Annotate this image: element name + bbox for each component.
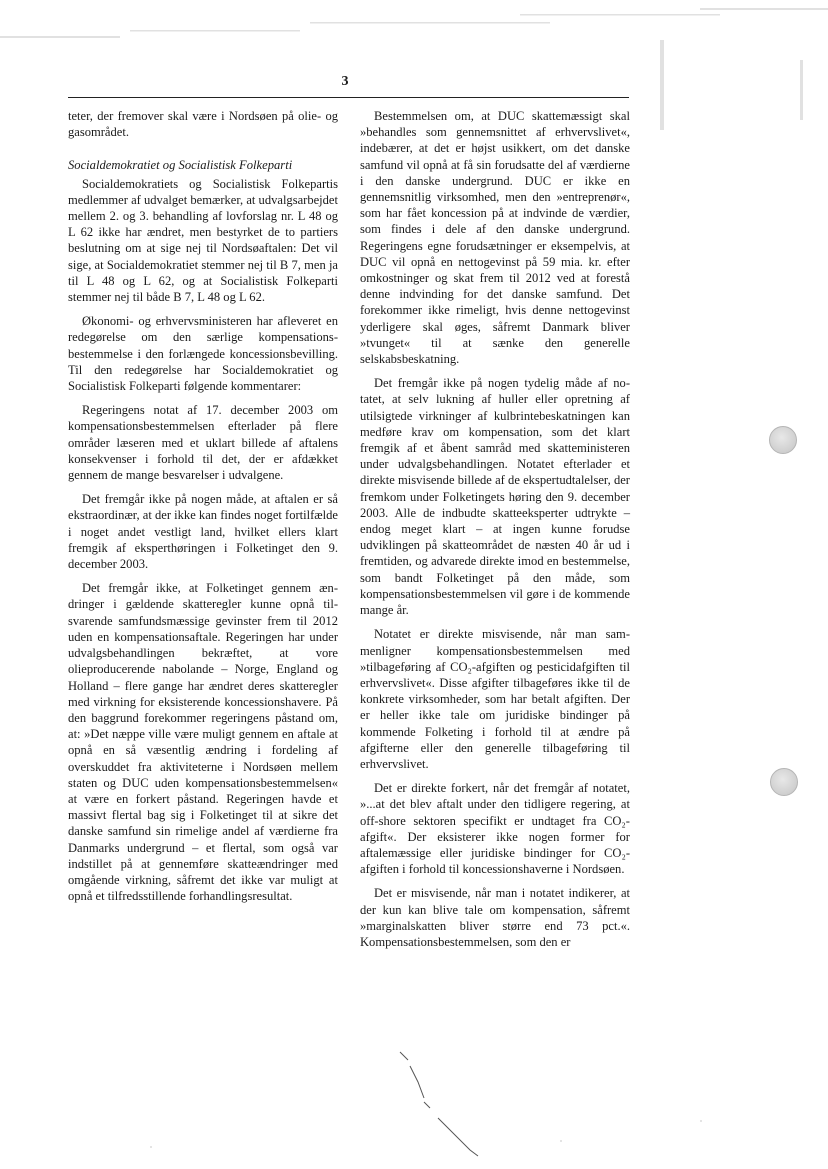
punch-hole bbox=[770, 768, 798, 796]
punch-hole bbox=[769, 426, 797, 454]
paragraph: Bestemmelsen om, at DUC skattemæssigt skal »behandles som gennemsnittet af erhvervslivet«, indebærer, at det er højst usikkert, om det danske samfund vil opnå at få sin forudsatte del af værdierne i den danske undergrund. DUC er ikke en gennemsnitlig virksomhed, men den »entreprenør«, som har fået koncession på at indvinde de værdier, som findes i dele af den danske undergrund. Regeringens egne forudsætninger er eksempelvis, at DUC vil opnå en nettogevinst på 59 mia. kr. efter omkostninger og skat frem til 2012 ved at forestå denne indvinding for det danske samfund. Det forekommer ikke rimeligt, hvis denne nettogevinst yderligere skal øges, såfremt Danmark bliver »tvunget« til at sænke den generelle selskabsbeskatning. bbox=[360, 109, 630, 367]
paragraph: Det er misvisende, når man i notatet indikerer, at der kun kan blive tale om kompensation, såfremt »marginalskatten bliver større end 73 pct.«. Kompensationsbestemmelsen, som den er bbox=[360, 886, 630, 949]
left-column bbox=[68, 108, 338, 912]
paragraph: Det er direkte forkert, når det fremgår af notatet, »...at det blev aftalt under den tidligere regering, at off-shore sektoren specifikt er undtaget fra CO₂-afgift«. Der eksisterer ikke nogen former for aftalemæssige eller juridiske bindinger for CO₂-afgiften i forhold til koncessionshaverne i Nordsøen. bbox=[360, 781, 630, 877]
header-rule bbox=[68, 97, 629, 98]
paragraph: Det fremgår ikke på nogen tydelig måde af notatet, at selv lukning af huller eller opretning af utilsigtede virkninger af kulbrintebeskatningen kan medføre krav om kompensation, som det klart fremgik af et åbent samråd med skatteministeren under udvalgsbehandlingen. Notatet efterlader et direkte misvisende billede af de ekspertudtalelser, der fremkom under Folketingets høring den 9. december 2003. Alle de indbudte skatteeksperter udtrykte – endog meget klart – at ingen kunne forudse udviklingen på skatteområdet de næsten 40 år ud i fremtiden, og advarede direkte imod en bestemmelse, som bandt Folketinget på den måde, som kompensationsbestemmelsen vil gøre i de kommende mange år. bbox=[360, 376, 630, 618]
paragraph: Økonomi- og erhvervsministeren har afleveret en redegørelse om den særlige kompensationsbestemmelse i den forlængede koncessionsbevilling. Til den redegørelse har Socialdemokratiet og Socialistisk Folkeparti følgende kommentarer: bbox=[68, 314, 338, 394]
paragraph: Regeringens notat af 17. december 2003 om kompensationsbestemmelsen efterlader på flere områder læseren med et uklart billede af aftalens konsekvenser i forhold til det, der er afdækket gennem de mange besvarelser i udvalgene. bbox=[68, 403, 338, 483]
paragraph: Notatet er direkte misvisende, når man sammenligner kompensationsbestemmelsen med »tilbageføring af CO₂-afgiften og pesticidafgiften til erhvervslivet«. Disse afgifter tilbageføres ikke til de konkrete virksomheder, som har betalt afgiften. Der er heller ikke tale om juridiske bindinger på kommende Folketing i forhold til at ændre på afgifterne eller den generelle tilbageføring til erhvervslivet. bbox=[360, 627, 630, 771]
paragraph: Socialdemokratiets og Socialistisk Folkepartis medlemmer af udvalget bemærker, at udvalgsarbejdet mellem 2. og 3. behandling af lovforslag nr. L 48 og L 62 ikke har ændret, men bestyrket de to partiers beslutning om at sige nej til Nordsøaftalen: Det vil sige, at Socialdemokratiet stemmer nej til B 7, men ja til L 48 og L 62, og at Socialistisk Folkeparti stemmer nej til både B 7, L 48 og L 62. bbox=[68, 176, 338, 305]
section-heading: Socialdemokratiet og Socialistisk Folkeparti bbox=[68, 158, 293, 173]
right-column bbox=[360, 108, 630, 958]
paragraph: Det fremgår ikke på nogen måde, at aftalen er så ekstraordinær, at der ikke kan findes noget fortilfælde i noget andet vestligt land, hvilket ellers klart fremgik af eksperthøringen i Folketinget den 9. december 2003. bbox=[68, 492, 338, 572]
paragraph: Det fremgår ikke, at Folketinget gennem ændringer i gældende skatteregler kunne opnå tilsvarende samfundsmæssige gevinster frem til 2012 uden en kompensationsaftale. Regeringen har under udvalgsbehandlingen bekræftet, at vore olieproducerende nabolande – Norge, England og Holland – flere gange har ændret deres skatteregler med virkning for eksisterende koncessionshavere. På den baggrund forekommer regeringens påstand om, at: »Det næppe ville være muligt gennem en aftale at opnå en så væsentlig ændring i fordeling af overskuddet fra aktiviteterne i Nordsøen mellem staten og DUC uden kompensationsbestemmelsen« at være en forkert påstand. Regeringen havde et massivt flertal bag sig i Folketinget til at sikre det danske samfund sin rimelige andel af værdierne fra Danmarks undergrund – et flertal, som også var indstillet på at gennemføre skatteændringer med omgående virkning, såfremt det ikke var muligt at opnå et tilfredsstillende forhandlingsresultat. bbox=[68, 581, 338, 904]
page-number: 3 bbox=[341, 74, 349, 89]
paragraph: teter, der fremover skal være i Nordsøen på olie- og gasområdet. bbox=[68, 109, 338, 140]
